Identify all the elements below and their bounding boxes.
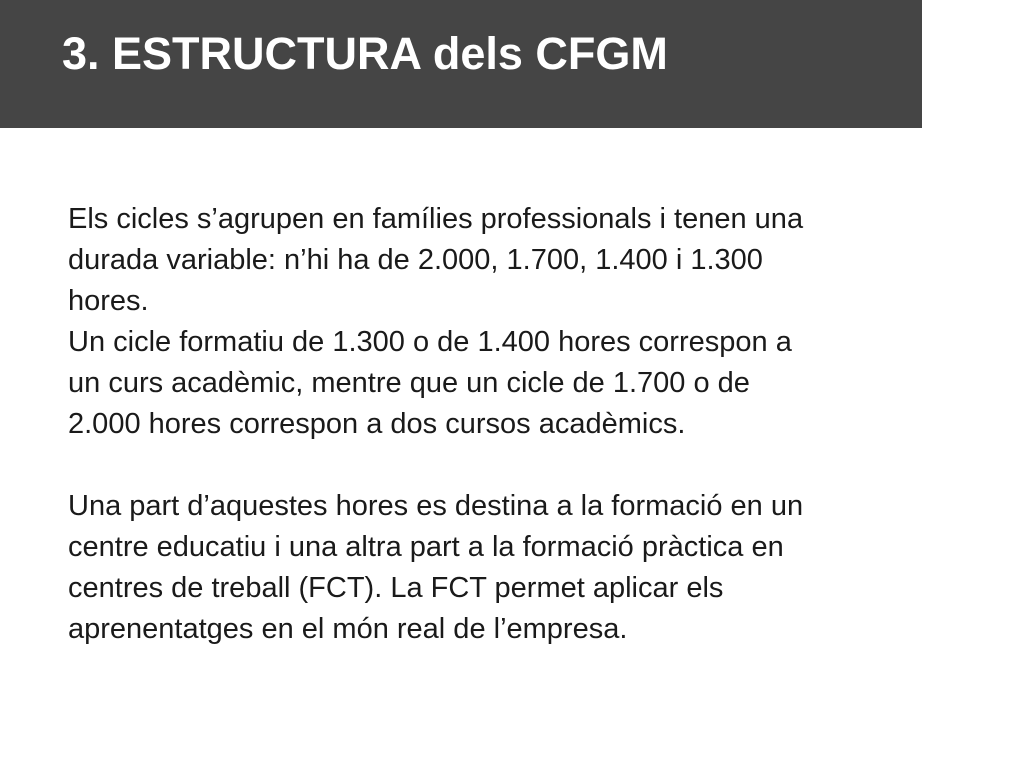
text-line: hores. [68, 285, 149, 317]
text-line: durada variable: n’hi ha de 2.000, 1.700, 1.400 i 1.300 [68, 244, 763, 276]
text-line: centres de treball (FCT). La FCT permet aplicar els [68, 572, 724, 604]
paragraph-durations [68, 199, 968, 322]
slide-body [68, 199, 968, 650]
paragraph-fct [68, 486, 968, 650]
slide-title: 3. ESTRUCTURA dels CFGM [62, 28, 668, 79]
paragraph-courses [68, 322, 968, 445]
text-line: Una part d’aquestes hores es destina a la formació en un [68, 490, 804, 522]
text-line: un curs acadèmic, mentre que un cicle de 1.700 o de [68, 367, 750, 399]
text-line: centre educatiu i una altra part a la formació pràctica en [68, 531, 784, 563]
text-line: Els cicles s’agrupen en famílies professionals i tenen una [68, 203, 804, 235]
paragraph-spacer [68, 445, 968, 486]
text-line: aprenentatges en el món real de l’empresa. [68, 613, 628, 645]
text-line: 2.000 hores correspon a dos cursos acadèmics. [68, 408, 686, 440]
text-line: Un cicle formatiu de 1.300 o de 1.400 hores correspon a [68, 326, 792, 358]
title-bar [0, 0, 922, 128]
